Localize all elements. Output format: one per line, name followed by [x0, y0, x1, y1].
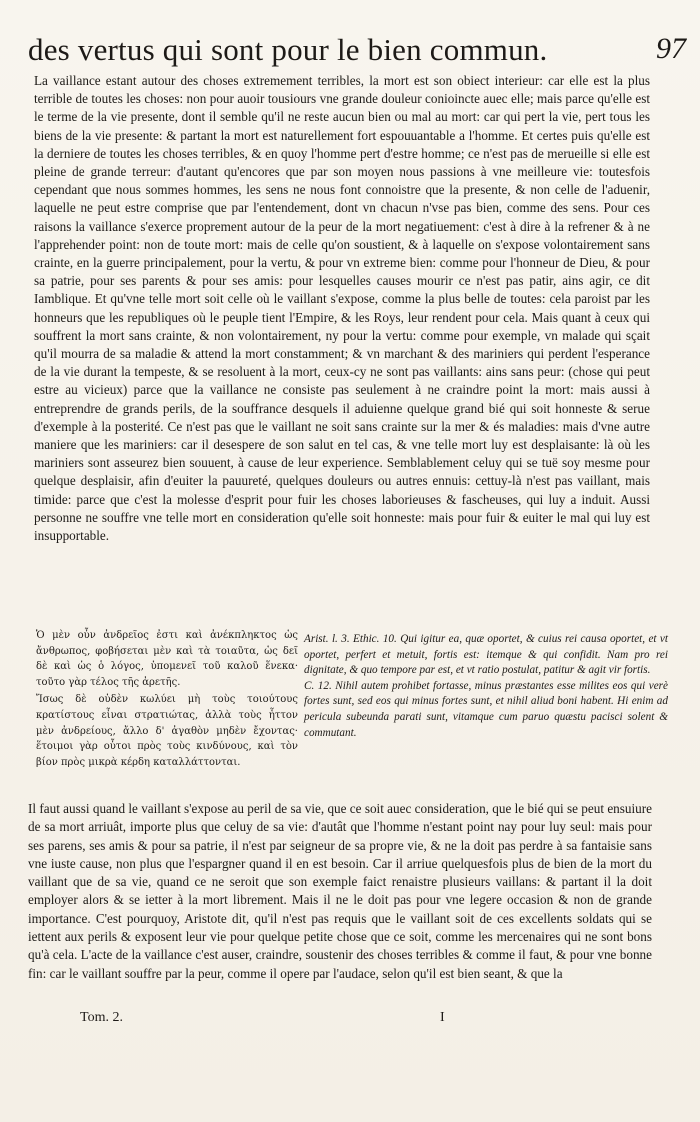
page-number: 97 [656, 32, 686, 65]
page-header [28, 32, 686, 72]
greek-footnote [36, 628, 298, 772]
main-text-block [34, 72, 650, 545]
latin-note-paragraph-1: Arist. l. 3. Ethic. 10. Qui igitur ea, quæ oportet, & cuius rei causa oportet, et vt oportet, perfert et metuit, fortis est: itemque & qui confidit. Nam pro rei dignitate, & quo tempore par est, et vt ratio postulat, patitur & agit vir fortis. [304, 633, 668, 677]
greek-note-paragraph-2: Ἴσως δὲ οὐδὲν κωλύει μὴ τοὺς τοιούτους κρατίστους εἶναι στρατιώτας, ἀλλὰ τοὺς ἧττον μὲν ἀνδρείους, ἄλλο δ' ἀγαθὸν μηδὲν ἔχοντας· ἕτοιμοι γὰρ οὗτοι πρὸς τοὺς κινδύνους, καὶ τὸν βίον πρὸς μικρὰ κέρδη καταλλάττονται. [36, 694, 298, 768]
latin-footnote [304, 632, 668, 741]
greek-note-paragraph-1: Ὁ μὲν οὖν ἀνδρεῖος ἐστι καὶ ἀνέκπληκτος ὡς ἄνθρωπος, φοβήσεται μὲν καὶ τὰ τοιαῦτα, ὡς δεῖ δὲ καὶ ὡς ὁ λόγος, ὑπομενεῖ τοῦ καλοῦ ἕνεκα· τοῦτο γὰρ τέλος τῆς ἀρετῆς. [36, 630, 298, 688]
running-title: des vertus qui sont pour le bien commun. [28, 32, 548, 67]
volume-label: Tom. 2. [80, 1010, 123, 1025]
footnotes-area [28, 628, 668, 788]
lower-paragraph: Il faut aussi quand le vaillant s'expose au peril de sa vie, que ce soit auec consideration, que le bié qui se peut ensuiure de sa mort arriuât, importe plus que celuy de sa vie: d'autât que l'homme n'estant point nay pour luy seul: mais pour ses parens, ses amis & pour sa patrie, il n'est par seigneur de sa propre vie, & ne la doit pas perdre à sa fantaisie sans vne iuste cause, non plus que l'espargner quand il en est besoin. Car il arriue quelquesfois plus de bien de la mort du vaillant que de sa vie, quand ce ne seroit que son exemple faict renaistre plusieurs vaillans: & partant il la doit employer alors & se ietter à la mort librement. Mais il ne le doit pas pour vne legere occasion & non de grande importance. C'est pourquoy, Aristote dit, qu'il n'est pas requis que le vaillant soit de ces excellents soldats qui se iettent aux perils & exposent leur vie pour quelque petite chose que ce soit, comme les mercenaires qui ne sont bons qu'à cela. L'acte de la vaillance c'est auser, craindre, soustenir des choses terribles & comme il faut, & pour vne bonne fin: car le vaillant souffre par la peur, comme il opere par l'audace, selon qu'il est bien seant, & que la [28, 801, 652, 981]
latin-note-paragraph-2: C. 12. Nihil autem prohibet fortasse, minus præstantes esse milites eos qui verè fortes sunt, sed eos qui minus fortes sunt, et nihil aliud boni habent. Hi enim ad pericula subeunda parati sunt, vitamque cum paruo quæstu pacisci solent & commutant. [304, 679, 668, 739]
signature-mark: I [440, 1010, 445, 1025]
main-paragraph: La vaillance estant autour des choses extremement terribles, la mort est son obiect interieur: car elle est la plus terrible de toutes les choses: non pour auoir tousiours vne grande douleur conioincte auec elle; mais parce qu'elle est le terme de la vie presente, dont il semble qu'il ne reste aucun bien ou mal au mort: car qui pert la vie, pert tous les biens de la vie presente: & partant la mort est naturellement fort espouuantable a l'homme. Et certes puis qu'elle est la derniere de toutes les choses terribles, & en quoy l'homme pert d'estre homme; ce n'est pas de merueille si elle est pleine de grande terreur: d'autant qu'encores que par son moyen nous passions à vne meilleure vie: toutesfois cependant que nous sommes hommes, les sens ne nous font connoistre que la presente, & non celle de l'aduenir, laquelle ne peut estre comprise que par l'entendement, dont vn chacun n'vse pas bien, comme des sens. Pour ces raisons la vaillance s'exerce proprement autour de la peur de la mort negatiuement: c'est à dire à la refrener & à ne l'apprehender point: non de toute mort: mais de celle qu'on soustient, & à laquelle on s'expose volontairement sans crainte, en la guerre principalement, pour la vertu, & pour vn extreme bien: comme pour l'honneur de Dieu, & pour sa patrie, pour ses parents & pour ses amis: pour lesquelles causes mourir ce n'est pas patir, ains agir, ce dit Iamblique. Et qu'vne telle mort soit celle où le vaillant s'expose, comme la plus belle de toutes: cela paroist par les honneurs que les republiques où le peuple tient l'Empire, & les Roys, leur rendent pour cela. Mais quant à ceux qui souffrent la mort sans crainte, & non volontairement, ny pour la vertu: comme pour exemple, vn malade qui sçait qu'il mourra de sa maladie & attend la mort constamment; & vn marchant & des mariniers qui perdent l'esperance de la vie durant la tempeste, & se resoluent à la mort, ceux-cy ne sont pas vaillants: ains sans peur: (chose qui peut estre au vicieux) parce que la vaillance ne consiste pas seulement à ne craindre point la mort: mais aussi à entreprendre de grands perils, de la souffrance desquels il aduienne quelque grand bié qui soit honneste & serue d'exemple à la posterité. Ce n'est pas que le vaillant ne soit sans crainte sur la mer & és maladies: mais d'vne autre maniere que les mariniers: car il desespere de son salut en tel cas, & vne telle mort luy est desplaisante: là où les mariniers sont asseurez bien souuent, à cause de leur experience. Semblablement celuy qui se tuë soy mesme pour quelque desplaisir, afin d'euiter la pauureté, quelques douleurs ou autres ennuis: cettuy-là n'est pas vaillant, mais timide: parce que c'est la molesse d'esprit pour fuir les choses laborieuses & fascheuses, qui luy a induit. Aussi personne ne souffre vne telle mort en consideration qu'elle soit honneste: mais pour fuir & euiter le mal qui luy est insupportable. [34, 73, 650, 544]
lower-text-block [28, 800, 652, 983]
page-footer [80, 1010, 600, 1034]
